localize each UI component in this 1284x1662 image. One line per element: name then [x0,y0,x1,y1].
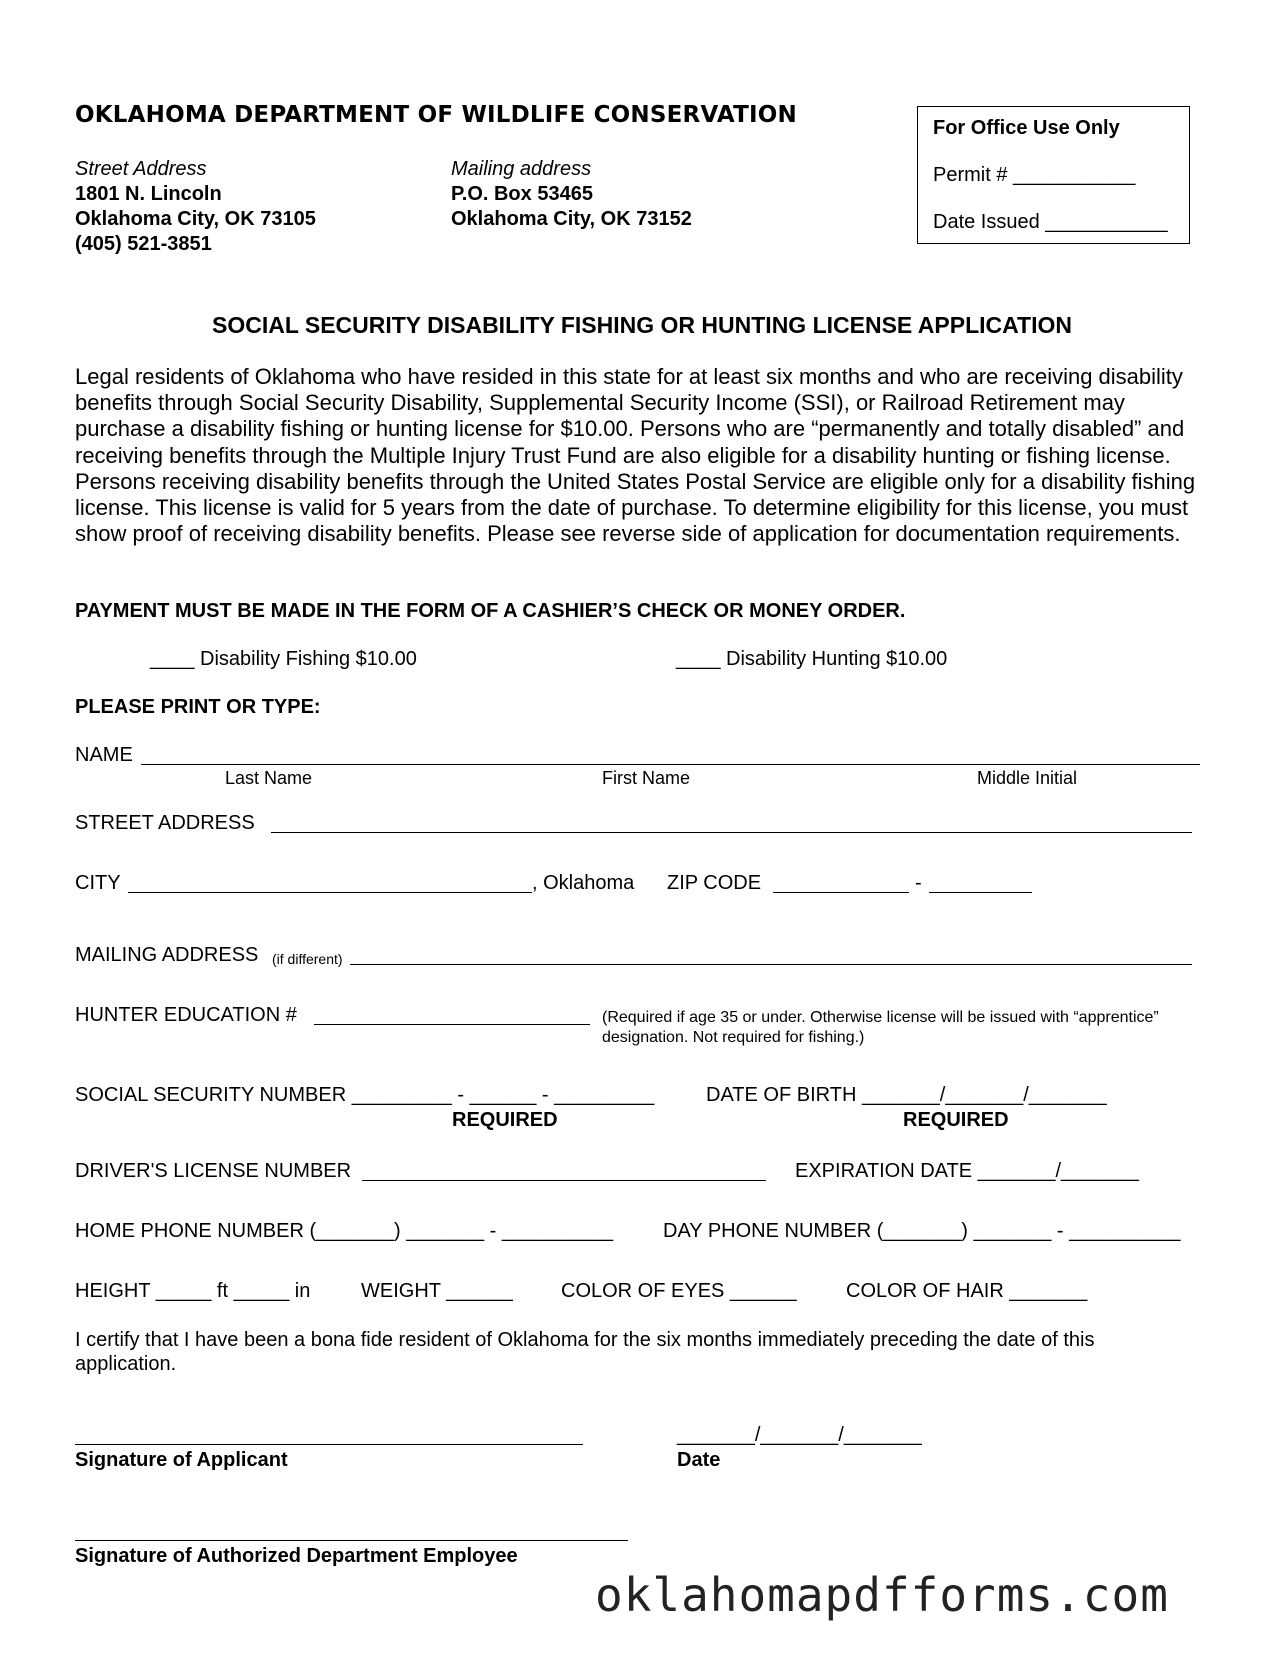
ssn-required-label: REQUIRED [452,1109,558,1131]
watermark-text: oklahomapdfforms.com [595,1568,1169,1622]
name-input-line[interactable] [141,764,1200,765]
option-disability-fishing[interactable]: ____ Disability Fishing $10.00 [150,648,417,670]
name-last-caption: Last Name [225,768,313,788]
option-disability-hunting[interactable]: ____ Disability Hunting $10.00 [676,648,948,670]
office-use-title: For Office Use Only [933,117,1120,139]
agency-heading: OKLAHOMA DEPARTMENT OF WILDLIFE CONSERVATION [75,102,797,128]
payment-notice: PAYMENT MUST BE MADE IN THE FORM OF A CASHIER’S CHECK OR MONEY ORDER. [75,600,906,622]
city-state-text: , Oklahoma [532,872,635,894]
street-address-line1: 1801 N. Lincoln [75,183,222,205]
mailing-address-note: (if different) [272,951,343,967]
street-address-field-label: STREET ADDRESS [75,812,255,834]
day-phone-field[interactable]: DAY PHONE NUMBER (_______) _______ - __________ [663,1220,1181,1242]
street-address-input-line[interactable] [271,832,1192,833]
mailing-address-line1: P.O. Box 53465 [451,183,593,205]
hair-color-field[interactable]: COLOR OF HAIR _______ [846,1280,1088,1302]
hunter-education-note: (Required if age 35 or under. Otherwise license will be issued with “apprentice” designation. Not required for fishing.) [602,1009,1159,1046]
name-first-caption: First Name [602,768,691,788]
city-label: CITY [75,872,121,894]
hunter-education-input-line[interactable] [314,1024,590,1025]
expiration-date-field[interactable]: EXPIRATION DATE _______/_______ [795,1160,1139,1182]
permit-number-field: Permit # ___________ [933,164,1136,186]
zip-code-dash: - [915,872,922,894]
name-middle-caption: Middle Initial [977,768,1078,788]
form-title: SOCIAL SECURITY DISABILITY FISHING OR HUNTING LICENSE APPLICATION [211,312,1072,338]
hunter-education-label: HUNTER EDUCATION # [75,1004,297,1026]
signature-date-label: Date [677,1449,721,1471]
street-address-line2: Oklahoma City, OK 73105 [75,208,316,230]
mailing-address-label: Mailing address [451,158,592,180]
office-use-box [917,106,1190,244]
certification-statement: I certify that I have been a bona fide resident of Oklahoma for the six months immediately preceding the date of this application. [75,1329,1095,1375]
mailing-address-input-line[interactable] [350,964,1192,965]
mailing-address-line2: Oklahoma City, OK 73152 [451,208,692,230]
drivers-license-label: DRIVER'S LICENSE NUMBER [75,1160,352,1182]
applicant-signature-label: Signature of Applicant [75,1449,288,1471]
date-of-birth-field[interactable]: DATE OF BIRTH _______/_______/_______ [706,1084,1107,1106]
agency-phone: (405) 521-3851 [75,233,212,255]
employee-signature-label: Signature of Authorized Department Employee [75,1545,518,1567]
eye-color-field[interactable]: COLOR OF EYES ______ [561,1280,797,1302]
date-issued-field: Date Issued ___________ [933,211,1168,233]
zip-code-input-line[interactable] [773,892,909,893]
drivers-license-input-line[interactable] [362,1180,766,1181]
name-label: NAME [75,744,133,766]
print-notice: PLEASE PRINT OR TYPE: [75,696,321,718]
city-input-line[interactable] [128,892,532,893]
signature-date-field[interactable]: _______/_______/_______ [677,1424,922,1446]
home-phone-field[interactable]: HOME PHONE NUMBER (_______) _______ - __________ [75,1220,614,1242]
street-address-label: Street Address [75,158,207,180]
height-field[interactable]: HEIGHT _____ ft _____ in [75,1280,311,1302]
employee-signature-line[interactable] [75,1540,628,1541]
social-security-field[interactable]: SOCIAL SECURITY NUMBER _________ - ______ - _________ [75,1084,655,1106]
zip-code-label: ZIP CODE [667,872,762,894]
zip-plus4-input-line[interactable] [929,892,1032,893]
intro-paragraph: Legal residents of Oklahoma who have resided in this state for at least six months and who are receiving disability benefits through Social Security Disability, Supplemental Security Income (SSI), or Railroad Retirement may purchase a disability fishing or hunting license for $10.00. Persons who are “permanently and totally disabled” and receiving benefits through the Multiple Injury Trust Fund are also eligible for a disability hunting or fishing license. Persons receiving disability benefits through the United States Postal Service are eligible only for a disability fishing license. This license is valid for 5 years from the date of purchase. To determine eligibility for this license, you must show proof of receiving disability benefits. Please see reverse side of application for documentation requirements. [75,364,1196,547]
weight-field[interactable]: WEIGHT ______ [361,1280,513,1302]
mailing-address-field-label: MAILING ADDRESS [75,944,259,966]
applicant-signature-line[interactable] [75,1444,583,1445]
dob-required-label: REQUIRED [903,1109,1009,1131]
